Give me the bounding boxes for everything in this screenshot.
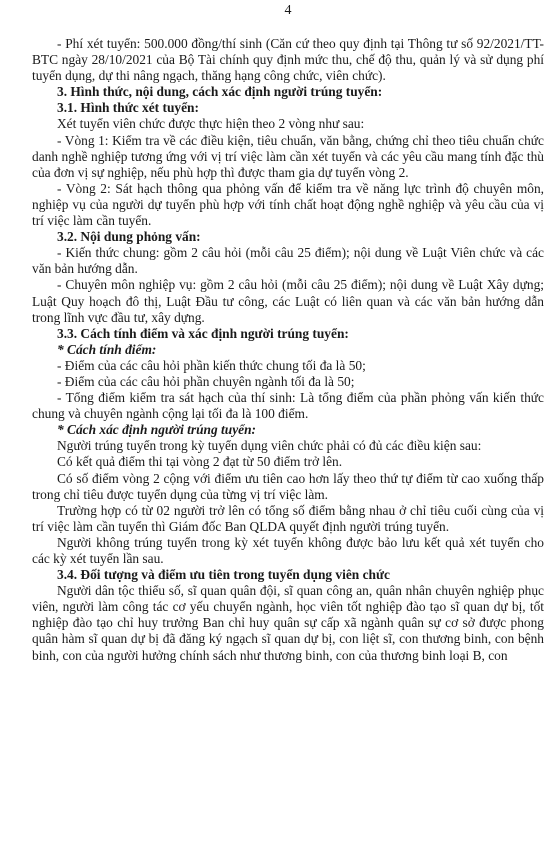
priority-paragraph: Người dân tộc thiểu số, sĩ quan quân đội, sĩ quan công an, quân nhân chuyên nghiệp phục viên, người làm công tác cơ yếu chuyển ngành, học viên tốt nghiệp đào tạo sĩ quan dự bị, tốt nghiệp đào tạo chỉ huy trưởng Ban chỉ huy quân sự cấp xã ngành quân sự cơ sở được phong quân hàm sĩ quan dự bị đã đăng ký ngạch sĩ quan dự bị, con liệt sĩ, con thương binh, con bệnh binh, con của người hưởng chính sách như thương binh, con của thương binh loại B, con [32,583,544,663]
paragraph: Xét tuyển viên chức được thực hiện theo 2 vòng như sau: [57,116,365,132]
paragraph: - Điểm của các câu hỏi phần kiến thức chung tối đa là 50; [57,357,366,373]
fee-paragraph: - Phí xét tuyển: 500.000 đồng/thí sinh (Căn cứ theo quy định tại Thông tư số 92/2021/TT-BTC ngày 28/10/2021 của Bộ Tài chính quy định mức thu, chế độ thu, quản lý và sử dụng phí tuyển dụng, dự thi nâng ngạch, thăng hạng công chức, viên chức). [32,36,544,84]
paragraph: Người không trúng tuyển trong kỳ xét tuyển không được bảo lưu kết quả xét tuyển cho các kỳ xét tuyển lần sau. [32,534,544,566]
paragraph: - Tổng điểm kiểm tra sát hạch của thí sinh: Là tổng điểm của phần phỏng vấn kiến thức chung và chuyên ngành cộng lại tối đa là 100 điểm. [32,390,544,422]
round-2-paragraph: - Vòng 2: Sát hạch thông qua phỏng vấn để kiểm tra về năng lực trình độ chuyên môn, nghiệp vụ của người dự tuyển phù hợp với tính chất hoạt động nghề nghiệp và yêu cầu của vị trí việc làm cần tuyển. [32,180,544,229]
paragraph: Có số điểm vòng 2 cộng với điểm ưu tiên cao hơn lấy theo thứ tự điểm từ cao xuống thấp trong chỉ tiêu được tuyển dụng của từng vị trí việc làm. [32,470,544,502]
section-3-4-heading: 3.4. Đối tượng và điểm ưu tiên trong tuyển dụng viên chức [57,567,390,583]
scoring-subheading: * Cách tính điểm: [57,341,157,357]
paragraph: Trường hợp có từ 02 người trở lên có tổng số điểm bằng nhau ở chỉ tiêu cuối cùng của vị trí việc làm cần tuyển thì Giám đốc Ban QLDA quyết định người trúng tuyển. [32,502,544,534]
section-3-3-heading: 3.3. Cách tính điểm và xác định người trúng tuyển: [57,325,349,341]
section-3-2-heading: 3.2. Nội dung phỏng vấn: [57,229,201,245]
winner-subheading: * Cách xác định người trúng tuyển: [57,422,256,438]
paragraph: Người trúng tuyển trong kỳ tuyển dụng viên chức phải có đủ các điều kiện sau: [57,438,482,454]
section-3-1-heading: 3.1. Hình thức xét tuyển: [57,100,199,116]
page-number: 4 [284,3,292,18]
section-3-heading: 3. Hình thức, nội dung, cách xác định người trúng tuyển: [57,84,383,100]
paragraph: - Chuyên môn nghiệp vụ: gồm 2 câu hỏi (mỗi câu 25 điểm); nội dung về Luật Xây dựng; Luật Quy hoạch đô thị, Luật Đầu tư công, các Luật có liên quan và các văn bản hướng dẫn trong lĩnh vực đầu tư, xây dựng. [32,277,544,325]
paragraph: - Kiến thức chung: gồm 2 câu hỏi (mỗi câu 25 điểm); nội dung về Luật Viên chức và các văn bản hướng dẫn. [32,245,544,277]
paragraph: - Điểm của các câu hỏi phần chuyên ngành tối đa là 50; [57,373,355,389]
body-text [32,36,544,664]
paragraph: Có kết quả điểm thi tại vòng 2 đạt từ 50 điểm trở lên. [57,454,343,470]
round-1-paragraph: - Vòng 1: Kiểm tra về các điều kiện, tiêu chuẩn, văn bằng, chứng chỉ theo tiêu chuẩn chức danh nghề nghiệp tương ứng với vị trí việc làm cần xét tuyển và các yêu cầu mang tính đặc thù của đơn vị sự nghiệp, nếu phù hợp thì được tham gia dự tuyển vòng 2. [32,132,544,180]
